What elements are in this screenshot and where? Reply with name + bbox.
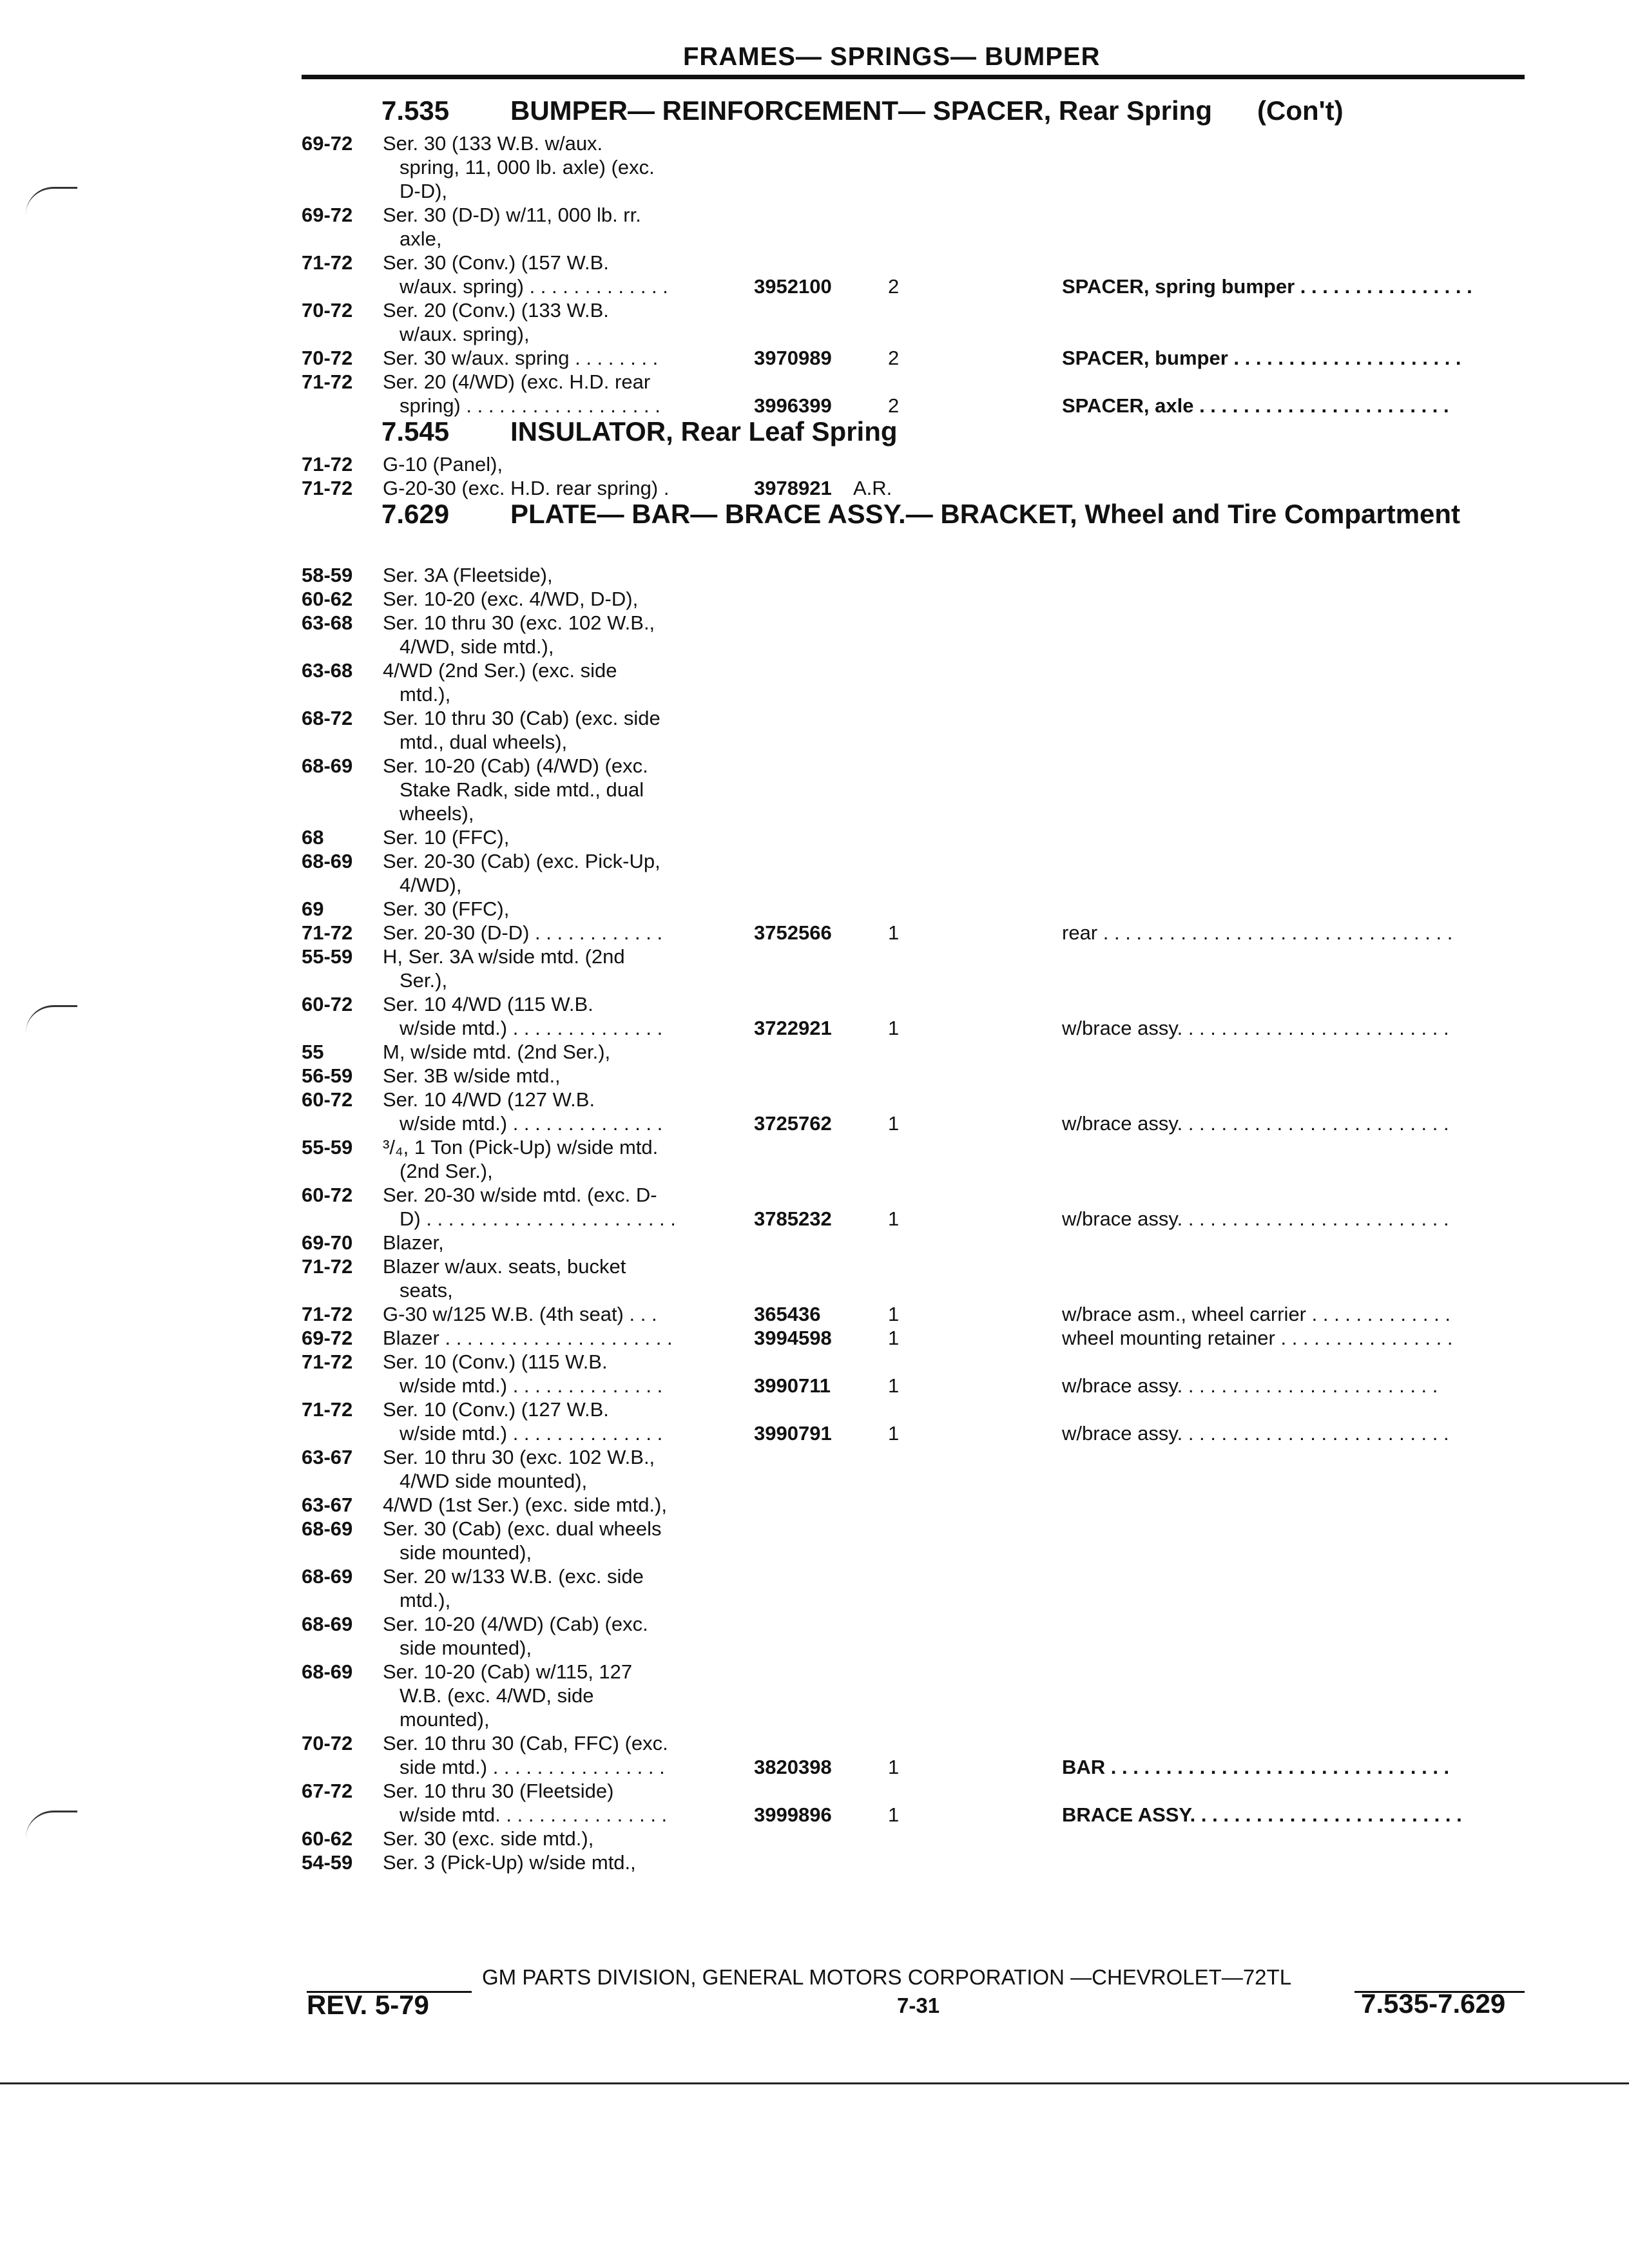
table-row <box>0 1398 1629 1445</box>
table-row <box>0 1350 1629 1398</box>
table-row <box>0 706 1629 754</box>
description-line: Ser. 20 w/133 W.B. (exc. side <box>383 1565 644 1588</box>
description-line: G-10 (Panel), <box>383 453 503 476</box>
description-line: Ser. 3B w/side mtd., <box>383 1064 561 1087</box>
table-row <box>0 921 1629 945</box>
page-title: FRAMES— SPRINGS— BUMPER <box>683 43 1101 71</box>
part-name: w/brace asm., wheel carrier . . . . . . . . . . . . . <box>1062 1303 1451 1325</box>
part-number: 3999896 <box>754 1803 832 1826</box>
table-row <box>0 131 1629 203</box>
application-description <box>383 1445 731 1493</box>
table-row <box>0 897 1629 921</box>
description-line: Ser. 10 thru 30 (exc. 102 W.B., <box>383 1446 655 1468</box>
table-row <box>0 370 1629 418</box>
description-line: spring, 11, 000 lb. axle) (exc. <box>400 156 655 178</box>
application-description <box>383 825 731 849</box>
section-number: 7.545 <box>381 416 450 447</box>
quantity: 1 <box>888 1017 900 1039</box>
part-name: BRACE ASSY. . . . . . . . . . . . . . . . . . . . . . . . . <box>1062 1803 1462 1826</box>
description-line: wheels), <box>400 802 474 825</box>
model-years: 70-72 <box>302 347 353 369</box>
description-line: w/side mtd.) . . . . . . . . . . . . . . <box>400 1112 663 1135</box>
description-line: Ser. 30 (exc. side mtd.), <box>383 1827 594 1850</box>
quantity: 1 <box>888 1756 900 1778</box>
model-years: 63-68 <box>302 659 353 682</box>
description-line: mounted), <box>400 1708 490 1731</box>
description-line: Ser. 10 thru 30 (exc. 102 W.B., <box>383 611 655 634</box>
part-number: 3990791 <box>754 1422 832 1445</box>
part-name: SPACER, axle . . . . . . . . . . . . . . . . . . . . . . . <box>1062 394 1449 417</box>
description-line: Ser. 30 w/aux. spring . . . . . . . . <box>383 347 659 369</box>
description-line: w/side mtd.) . . . . . . . . . . . . . . <box>400 1017 663 1039</box>
description-line: side mtd.) . . . . . . . . . . . . . . . . <box>400 1756 665 1778</box>
application-description <box>383 1517 731 1564</box>
model-years: 60-62 <box>302 1827 353 1850</box>
application-description <box>383 706 731 754</box>
table-row <box>0 1517 1629 1564</box>
description-line: axle, <box>400 227 442 250</box>
application-description <box>383 1660 731 1731</box>
table-row <box>0 298 1629 346</box>
table-row <box>0 251 1629 298</box>
description-line: Ser. 10-20 (Cab) w/115, 127 <box>383 1660 633 1683</box>
description-line: Ser. 30 (Conv.) (157 W.B. <box>383 251 609 274</box>
model-years: 69-72 <box>302 132 353 155</box>
description-line: w/side mtd.) . . . . . . . . . . . . . . <box>400 1422 663 1445</box>
table-row <box>0 1779 1629 1827</box>
model-years: 70-72 <box>302 1732 353 1754</box>
model-years: 68-69 <box>302 754 353 777</box>
description-line: Ser. 3A (Fleetside), <box>383 564 553 586</box>
part-number: 3725762 <box>754 1112 832 1135</box>
description-line: Ser. 30 (133 W.B. w/aux. <box>383 132 603 155</box>
model-years: 69-72 <box>302 1327 353 1349</box>
model-years: 71-72 <box>302 921 353 944</box>
part-number: 365436 <box>754 1303 821 1325</box>
model-years: 70-72 <box>302 299 353 322</box>
description-line: Ser. 10 thru 30 (Cab) (exc. side <box>383 707 660 729</box>
description-line: G-30 w/125 W.B. (4th seat) . . . <box>383 1303 657 1325</box>
application-description <box>383 945 731 992</box>
description-line: w/side mtd.) . . . . . . . . . . . . . . <box>400 1374 663 1397</box>
part-name: w/brace assy. . . . . . . . . . . . . . . . . . . . . . . . . <box>1062 1207 1449 1230</box>
application-description <box>383 611 731 658</box>
section-title: INSULATOR, Rear Leaf Spring <box>510 416 898 447</box>
model-years: 55-59 <box>302 1136 353 1158</box>
application-description <box>383 476 731 500</box>
quantity: 2 <box>888 347 900 369</box>
table-row <box>0 1231 1629 1254</box>
application-description <box>383 1254 731 1302</box>
model-years: 55-59 <box>302 945 353 968</box>
quantity: 1 <box>888 1803 900 1826</box>
description-line: 4/WD side mounted), <box>400 1470 588 1492</box>
description-line: 4/WD), <box>400 874 462 896</box>
description-line: Ser. 10 4/WD (127 W.B. <box>383 1088 595 1111</box>
description-line: Blazer . . . . . . . . . . . . . . . . . . . . . <box>383 1327 673 1349</box>
application-description <box>383 298 731 346</box>
description-line: Ser. 30 (FFC), <box>383 898 510 920</box>
description-line: mtd.), <box>400 1589 451 1611</box>
application-description <box>383 1350 731 1398</box>
description-line: ³/₄, 1 Ton (Pick-Up) w/side mtd. <box>383 1136 659 1158</box>
application-description <box>383 203 731 251</box>
model-years: 54-59 <box>302 1851 353 1874</box>
part-name: w/brace assy. . . . . . . . . . . . . . . . . . . . . . . . . <box>1062 1422 1449 1445</box>
description-line: Ser. 10 (FFC), <box>383 826 510 849</box>
table-row <box>0 476 1629 500</box>
description-line: H, Ser. 3A w/side mtd. (2nd <box>383 945 625 968</box>
revision-label: REV. 5-79 <box>307 1990 429 2020</box>
model-years: 71-72 <box>302 453 353 476</box>
part-number: 3978921 <box>754 477 832 499</box>
table-row <box>0 1302 1629 1326</box>
application-description <box>383 1731 731 1779</box>
part-number: 3722921 <box>754 1017 832 1039</box>
description-line: D-D), <box>400 180 448 202</box>
description-line: Ser. 10 (Conv.) (127 W.B. <box>383 1398 609 1421</box>
model-years: 71-72 <box>302 251 353 274</box>
description-line: side mounted), <box>400 1637 532 1659</box>
table-row <box>0 346 1629 370</box>
description-line: D) . . . . . . . . . . . . . . . . . . . . . . . <box>400 1207 676 1230</box>
part-name: w/brace assy. . . . . . . . . . . . . . . . . . . . . . . . <box>1062 1374 1438 1397</box>
quantity: 2 <box>888 275 900 298</box>
quantity: 1 <box>888 1374 900 1397</box>
table-row <box>0 1088 1629 1135</box>
quantity: A.R. <box>853 477 892 499</box>
model-years: 69-72 <box>302 204 353 226</box>
description-line: Ser. 20-30 (Cab) (exc. Pick-Up, <box>383 850 660 872</box>
description-line: w/aux. spring) . . . . . . . . . . . . . <box>400 275 668 298</box>
application-description <box>383 370 731 418</box>
table-row <box>0 992 1629 1040</box>
part-number: 3970989 <box>754 347 832 369</box>
description-line: Ser. 10 4/WD (115 W.B. <box>383 993 593 1015</box>
page-number: 7-31 <box>897 1994 940 2017</box>
table-row <box>0 1326 1629 1350</box>
application-description <box>383 921 731 945</box>
description-line: G-20-30 (exc. H.D. rear spring) . <box>383 477 670 499</box>
table-row <box>0 849 1629 897</box>
quantity: 1 <box>888 1207 900 1230</box>
section-heading <box>381 500 1460 528</box>
part-number: 3994598 <box>754 1327 832 1349</box>
model-years: 60-72 <box>302 1088 353 1111</box>
description-line: Ser. 10 (Conv.) (115 W.B. <box>383 1350 608 1373</box>
description-line: Ser. 10 thru 30 (Cab, FFC) (exc. <box>383 1732 668 1754</box>
quantity: 1 <box>888 1303 900 1325</box>
description-line: seats, <box>400 1279 453 1302</box>
model-years: 68-69 <box>302 1660 353 1683</box>
application-description <box>383 452 731 476</box>
model-years: 68-69 <box>302 1613 353 1635</box>
model-years: 71-72 <box>302 1255 353 1278</box>
application-description <box>383 1564 731 1612</box>
description-line: Stake Radk, side mtd., dual <box>400 778 644 801</box>
quantity: 1 <box>888 1112 900 1135</box>
table-row <box>0 1445 1629 1493</box>
footer-text: GM PARTS DIVISION, GENERAL MOTORS CORPORATION —CHEVROLET—72TL <box>482 1965 1292 1989</box>
section-heading <box>381 418 898 446</box>
model-years: 60-72 <box>302 993 353 1015</box>
table-row <box>0 1660 1629 1731</box>
application-description <box>383 587 731 611</box>
description-line: Ser. 3 (Pick-Up) w/side mtd., <box>383 1851 636 1874</box>
table-row <box>0 1254 1629 1302</box>
model-years: 69 <box>302 898 324 920</box>
part-name: rear . . . . . . . . . . . . . . . . . . . . . . . . . . . . . . . . <box>1062 921 1453 944</box>
table-row <box>0 754 1629 825</box>
section-number: 7.629 <box>381 499 450 529</box>
model-years: 71-72 <box>302 1350 353 1373</box>
description-line: mtd., dual wheels), <box>400 731 568 753</box>
table-row <box>0 1183 1629 1231</box>
table-row <box>0 1850 1629 1874</box>
part-number: 3952100 <box>754 275 832 298</box>
section-heading <box>381 97 1344 125</box>
quantity: 1 <box>888 1327 900 1349</box>
table-row <box>0 1612 1629 1660</box>
table-row <box>0 563 1629 587</box>
description-line: (2nd Ser.), <box>400 1160 493 1182</box>
model-years: 63-68 <box>302 611 353 634</box>
description-line: Ser. 20-30 w/side mtd. (exc. D- <box>383 1184 657 1206</box>
description-line: Ser. 20 (4/WD) (exc. H.D. rear <box>383 370 651 393</box>
table-row <box>0 452 1629 476</box>
model-years: 68 <box>302 826 324 849</box>
application-description <box>383 1493 731 1517</box>
description-line: 4/WD (1st Ser.) (exc. side mtd.), <box>383 1494 667 1516</box>
description-line: Ser. 10-20 (4/WD) (Cab) (exc. <box>383 1613 648 1635</box>
model-years: 71-72 <box>302 1303 353 1325</box>
application-description <box>383 1850 731 1874</box>
application-description <box>383 1612 731 1660</box>
application-description <box>383 849 731 897</box>
description-line: 4/WD (2nd Ser.) (exc. side <box>383 659 617 682</box>
application-description <box>383 1183 731 1231</box>
application-description <box>383 1040 731 1064</box>
description-line: Ser. 20 (Conv.) (133 W.B. <box>383 299 609 322</box>
model-years: 68-72 <box>302 707 353 729</box>
application-description <box>383 658 731 706</box>
model-years: 55 <box>302 1041 324 1063</box>
description-line: Blazer w/aux. seats, bucket <box>383 1255 626 1278</box>
table-row <box>0 1135 1629 1183</box>
section-number: 7.535 <box>381 95 450 126</box>
part-name: wheel mounting retainer . . . . . . . . . . . . . . . . <box>1062 1327 1453 1349</box>
part-number: 3820398 <box>754 1756 832 1778</box>
model-years: 68-69 <box>302 850 353 872</box>
top-rule <box>302 75 1525 79</box>
table-row <box>0 1827 1629 1850</box>
description-line: 4/WD, side mtd.), <box>400 635 554 658</box>
part-name: w/brace assy. . . . . . . . . . . . . . . . . . . . . . . . . <box>1062 1112 1449 1135</box>
description-line: Blazer, <box>383 1231 444 1254</box>
description-line: Ser. 10 thru 30 (Fleetside) <box>383 1780 614 1802</box>
model-years: 71-72 <box>302 370 353 393</box>
model-years: 63-67 <box>302 1446 353 1468</box>
model-years: 56-59 <box>302 1064 353 1087</box>
table-row <box>0 1493 1629 1517</box>
section-title: BUMPER— REINFORCEMENT— SPACER, Rear Spring <box>510 95 1212 126</box>
description-line: spring) . . . . . . . . . . . . . . . . . . <box>400 394 660 417</box>
application-description <box>383 897 731 921</box>
part-number: 3990711 <box>754 1374 831 1397</box>
description-line: w/side mtd. . . . . . . . . . . . . . . . <box>400 1803 668 1826</box>
table-row <box>0 1564 1629 1612</box>
description-line: Ser. 20-30 (D-D) . . . . . . . . . . . . <box>383 921 663 944</box>
section-continued: (Con't) <box>1257 95 1344 126</box>
application-description <box>383 1827 731 1850</box>
description-line: mtd.), <box>400 683 451 706</box>
description-line: side mounted), <box>400 1541 532 1564</box>
application-description <box>383 1088 731 1135</box>
part-name: SPACER, bumper . . . . . . . . . . . . . . . . . . . . . <box>1062 347 1461 369</box>
application-description <box>383 992 731 1040</box>
table-row <box>0 945 1629 992</box>
part-number: 3996399 <box>754 394 832 417</box>
description-line: Ser. 30 (D-D) w/11, 000 lb. rr. <box>383 204 641 226</box>
model-years: 67-72 <box>302 1780 353 1802</box>
section-range: 7.535-7.629 <box>1361 1988 1506 2019</box>
application-description <box>383 754 731 825</box>
application-description <box>383 1779 731 1827</box>
part-name: BAR . . . . . . . . . . . . . . . . . . . . . . . . . . . . . . . <box>1062 1756 1450 1778</box>
description-line: W.B. (exc. 4/WD, side <box>400 1684 594 1707</box>
application-description <box>383 1135 731 1183</box>
application-description <box>383 346 731 370</box>
model-years: 60-62 <box>302 588 353 610</box>
table-row <box>0 1040 1629 1064</box>
model-years: 63-67 <box>302 1494 353 1516</box>
description-line: Ser. 10-20 (Cab) (4/WD) (exc. <box>383 754 648 777</box>
table-row <box>0 611 1629 658</box>
application-description <box>383 563 731 587</box>
model-years: 58-59 <box>302 564 353 586</box>
table-row <box>0 1064 1629 1088</box>
table-row <box>0 203 1629 251</box>
application-description <box>383 1398 731 1445</box>
description-line: M, w/side mtd. (2nd Ser.), <box>383 1041 611 1063</box>
bottom-rule <box>0 2082 1629 2084</box>
description-line: Ser.), <box>400 969 448 992</box>
description-line: w/aux. spring), <box>400 323 530 345</box>
part-name: w/brace assy. . . . . . . . . . . . . . . . . . . . . . . . . <box>1062 1017 1449 1039</box>
description-line: Ser. 30 (Cab) (exc. dual wheels <box>383 1517 662 1540</box>
table-row <box>0 587 1629 611</box>
application-description <box>383 1326 731 1350</box>
part-number: 3752566 <box>754 921 832 944</box>
section-title: PLATE— BAR— BRACE ASSY.— BRACKET, Wheel and Tire Compartment <box>510 499 1461 529</box>
model-years: 68-69 <box>302 1517 353 1540</box>
model-years: 68-69 <box>302 1565 353 1588</box>
part-name: SPACER, spring bumper . . . . . . . . . . . . . . . . <box>1062 275 1472 298</box>
application-description <box>383 1231 731 1254</box>
quantity: 2 <box>888 394 900 417</box>
table-row <box>0 1731 1629 1779</box>
model-years: 60-72 <box>302 1184 353 1206</box>
application-description <box>383 131 731 203</box>
description-line: Ser. 10-20 (exc. 4/WD, D-D), <box>383 588 639 610</box>
application-description <box>383 251 731 298</box>
table-row <box>0 658 1629 706</box>
model-years: 71-72 <box>302 477 353 499</box>
application-description <box>383 1302 731 1326</box>
model-years: 71-72 <box>302 1398 353 1421</box>
quantity: 1 <box>888 921 900 944</box>
part-number: 3785232 <box>754 1207 832 1230</box>
quantity: 1 <box>888 1422 900 1445</box>
table-row <box>0 825 1629 849</box>
model-years: 69-70 <box>302 1231 353 1254</box>
application-description <box>383 1064 731 1088</box>
